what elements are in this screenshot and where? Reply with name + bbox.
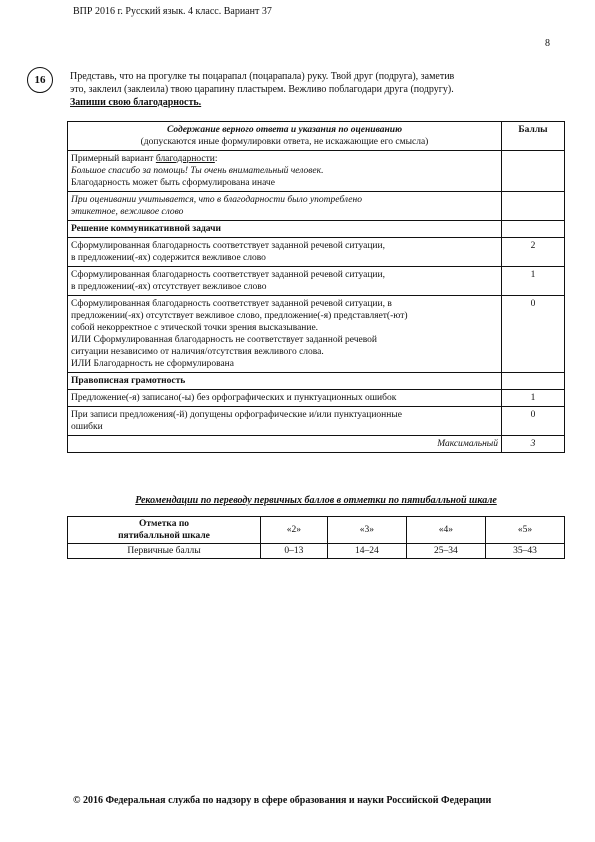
criterion-line: ситуации независимо от наличия/отсутствия вежливого слова.	[71, 347, 324, 357]
criteria-header-title: Содержание верного ответа и указания по оцениванию	[166, 125, 403, 135]
max-score-label: Максимальный	[68, 436, 502, 453]
task-text	[70, 70, 540, 109]
criterion-points: 0	[502, 296, 565, 373]
criterion-line: При записи предложения(-й) допущены орфографические и/или пунктуационные	[71, 410, 402, 420]
example-line-3: Благодарность может быть сформулирована иначе	[71, 178, 275, 188]
criterion-cell	[68, 267, 502, 296]
criteria-header-subtitle: (допускаются иные формулировки ответа, не искажающие его смысла)	[140, 137, 429, 147]
grade-cell: «4»	[406, 517, 485, 544]
criterion-row	[68, 407, 565, 436]
criterion-cell: Предложение(-я) записано(-ы) без орфографических и пунктуационных ошибок	[68, 390, 502, 407]
grading-header-row	[68, 122, 565, 151]
section-row	[68, 221, 565, 238]
grade-label-line-1: Отметка по	[138, 519, 190, 529]
empty-points-cell	[502, 221, 565, 238]
criterion-line: ИЛИ Благодарность не сформулирована	[71, 359, 234, 369]
example-prefix: Примерный вариант	[71, 154, 156, 164]
grade-label-cell	[68, 517, 261, 544]
example-answer-cell	[68, 151, 502, 192]
example-suffix: :	[214, 154, 218, 164]
criterion-line: Сформулированная благодарность соответствует заданной речевой ситуации,	[71, 270, 385, 280]
recommendation-title: Рекомендации по переводу первичных баллов в отметки по пятибалльной шкале	[135, 495, 497, 506]
empty-points-cell	[502, 373, 565, 390]
empty-points-cell	[502, 151, 565, 192]
criterion-cell	[68, 296, 502, 373]
criterion-line: ошибки	[71, 422, 103, 432]
primary-score-row	[68, 544, 565, 559]
grade-cell: «5»	[485, 517, 564, 544]
page-number: 8	[545, 38, 550, 49]
criterion-line: Сформулированная благодарность соответствует заданной речевой ситуации, в	[71, 299, 392, 309]
grade-scale-table	[67, 516, 565, 559]
example-line-2: Большое спасибо за помощь! Ты очень внимательный человек.	[71, 166, 324, 176]
question-number-badge: 16	[27, 67, 53, 93]
criterion-line: в предложении(-ях) содержится вежливое слово	[71, 253, 266, 263]
criterion-line: в предложении(-ях) отсутствует вежливое слово	[71, 282, 267, 292]
criterion-cell	[68, 238, 502, 267]
criterion-row	[68, 296, 565, 373]
section-row	[68, 373, 565, 390]
task-line-3: Запиши свою благодарность.	[70, 97, 202, 108]
criterion-line: ИЛИ Сформулированная благодарность не соответствует заданной речевой	[71, 335, 378, 345]
criterion-line: собой некорректное с этической точки зрения высказывание.	[71, 323, 319, 333]
note-line-1: При оценивании учитывается, что в благодарности было употреблено	[71, 195, 362, 205]
section-heading-spelling: Правописная грамотность	[68, 373, 502, 390]
primary-score-label: Первичные баллы	[68, 544, 261, 559]
example-underlined-word: благодарности	[155, 154, 215, 164]
criterion-line: Сформулированная благодарность соответствует заданной речевой ситуации,	[71, 241, 385, 251]
example-line-1	[71, 153, 498, 165]
criterion-row	[68, 238, 565, 267]
task-line-1: Представь, что на прогулке ты поцарапал (поцарапала) руку. Твой друг (подруга), заметив	[70, 71, 455, 82]
example-answer-row	[68, 151, 565, 192]
grading-table	[67, 121, 565, 453]
score-range-cell: 35–43	[485, 544, 564, 559]
points-header-cell: Баллы	[502, 122, 565, 151]
score-range-cell: 25–34	[406, 544, 485, 559]
criterion-row	[68, 390, 565, 407]
score-range-cell: 14–24	[327, 544, 406, 559]
task-line-2: это, заклеил (заклеила) твою царапину пластырем. Вежливо поблагодари друга (подругу).	[70, 84, 454, 95]
grade-cell: «2»	[261, 517, 328, 544]
criterion-points: 1	[502, 267, 565, 296]
note-cell	[68, 192, 502, 221]
page-header: ВПР 2016 г. Русский язык. 4 класс. Вариант 37	[73, 6, 272, 17]
max-score-points: 3	[502, 436, 565, 453]
section-heading-communicative: Решение коммуникативной задачи	[68, 221, 502, 238]
criterion-cell	[68, 407, 502, 436]
max-score-row	[68, 436, 565, 453]
empty-points-cell	[502, 192, 565, 221]
criterion-points: 1	[502, 390, 565, 407]
note-row	[68, 192, 565, 221]
grade-label-line-2: пятибалльной шкале	[118, 531, 210, 541]
criterion-line: предложении(-ях) отсутствует вежливое слово, предложение(-я) представляет(-ют)	[71, 311, 408, 321]
grade-scale-header-row	[68, 517, 565, 544]
criterion-points: 0	[502, 407, 565, 436]
criteria-header-cell	[68, 122, 502, 151]
grade-cell: «3»	[327, 517, 406, 544]
copyright-footer: © 2016 Федеральная служба по надзору в сфере образования и науки Российской Федерации	[73, 795, 492, 806]
score-range-cell: 0–13	[261, 544, 328, 559]
criterion-points: 2	[502, 238, 565, 267]
note-line-2: этикетное, вежливое слово	[71, 207, 184, 217]
criterion-row	[68, 267, 565, 296]
